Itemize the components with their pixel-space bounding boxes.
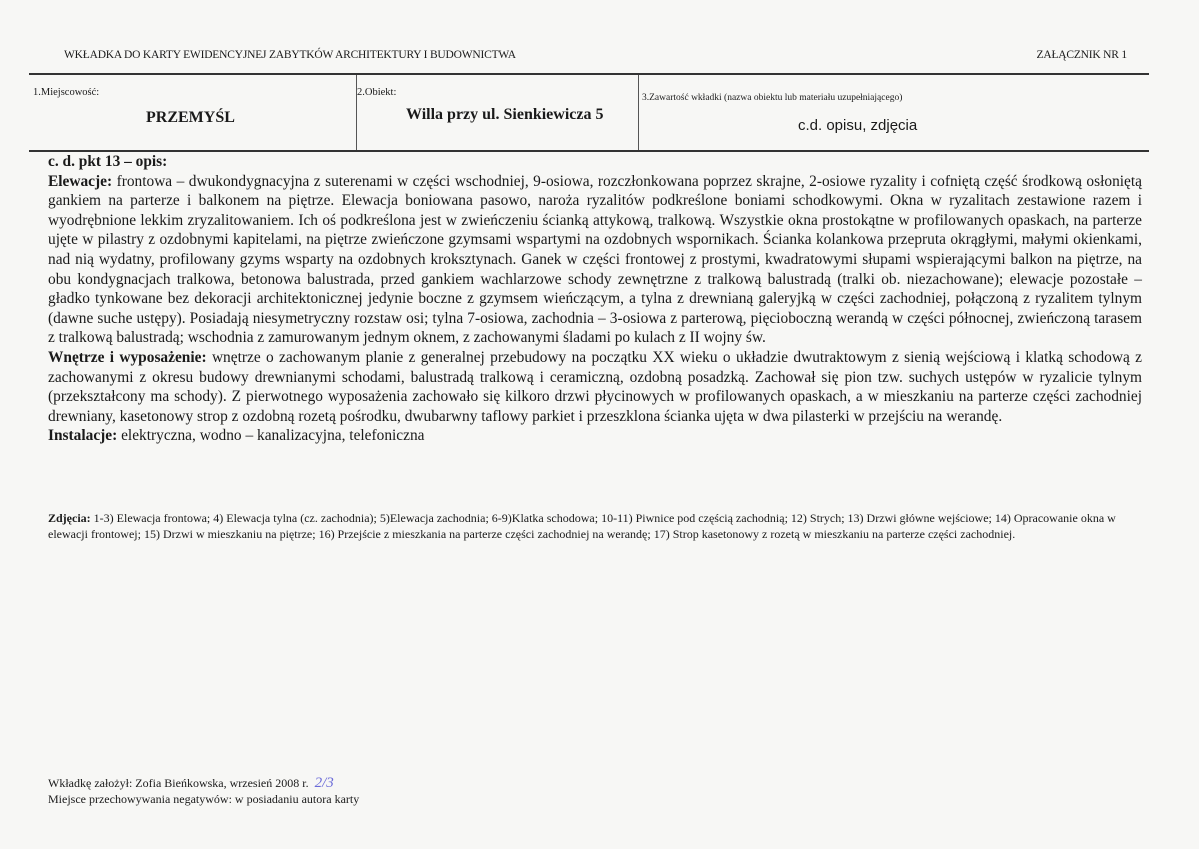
contents-value: c.d. opisu, zdjęcia <box>798 117 918 134</box>
facades-label: Elewacje: <box>48 172 113 190</box>
facades-text: frontowa – dwukondygnacyjna z suterenami w części wschodniej, 9-osiowa, rozczłonkowana poprzez skrajne, 2-osiowe ryzality i cofniętą część środkową osłoniętą gankiem na parterze i balkonem na piętrze. Elewacja boniowana pasowo, naroża ryzalitów podkreślone boniami schodkowymi. Okna w ryzalitach zestawione razem i wyodrębnione lekkim zryzalitowaniem. Ich oś podkreślona jest w zwieńczeniu ścianką attykową, tralkową. Wszystkie okna prostokątne w profilowanych opaskach, na parterze ujęte w pilastry z ozdobnymi kapitelami, na piętrze zwieńczone gzymsami wspartymi na ozdobnych wspornikach. Ścianka kolankowa przepruta okrągłymi, małymi okienkami, nad nią wydatny, profilowany gzyms wsparty na ozdobnych kroksztynach. Ganek w części frontowej z prostymi, kwadratowymi słupami wspierającymi balkon na piętrze, na obu kondygnacjach tralkowa, betonowa balustrada, przed gankiem wachlarzowe schody zewnętrzne z tralkową balustradą (tralki ob. niezachowane); elewacje pozostałe – gładko tynkowane bez dekoracji architektonicznej jedynie boczne z gzymsem wieńczącym, a tylna z drewnianą galeryjką w części zachodniej, połączoną z ryzalitem tylnym (dawne suche ustępy). Posiadają niesymetryczny rozstaw osi; tylna 7-osiowa, zachodnia – 3-osiowa z parterową, pięcioboczną werandą w części północnej, zwieńczoną tarasem z tralkową balustradą; wschodnia z zamurowanym jednym oknem, z zachowanymi śladami po kulach z II wojny św. <box>48 172 1142 347</box>
cell-locality <box>29 75 357 150</box>
interior-paragraph <box>48 348 1142 426</box>
handwritten-page-number: 2/3 <box>314 775 334 791</box>
form-title: WKŁADKA DO KARTY EWIDENCYJNEJ ZABYTKÓW ARCHITEKTURY I BUDOWNICTWA <box>64 49 516 61</box>
negatives-location: Miejsce przechowywania negatywów: w posiadaniu autora karty <box>48 792 360 806</box>
cell-object <box>356 75 639 150</box>
interior-text: wnętrze o zachowanym planie z generalnej przebudowy na początku XX wieku o układzie dwutraktowym z sienią wejściową i klatką schodową z zachowanymi z okresu budowy drewnianymi schodami, balustradą tralkową i ceramiczną, ozdobną posadzką. Zachował się pion tzw. suchych ustępów w ryzalicie tylnym (przekształcony ma schody). Z pierwotnego wyposażenia zachowało się kilkoro drzwi płycinowych w profilowanych opaskach, a w mieszkaniu na parterze części zachodniej drewniany, kasetonowy strop z ozdobną rozetą pośrodku, dwubarwny taflowy parkiet i przeszklona ścianka ujęta w dwa pilasterki w przejściu na werandę. <box>48 348 1143 425</box>
locality-value: PRZEMYŚL <box>146 109 235 126</box>
cell-contents <box>638 75 1149 150</box>
header-table <box>29 73 1149 152</box>
installations-paragraph <box>48 426 1142 446</box>
photos-text: 1-3) Elewacja frontowa; 4) Elewacja tylna (cz. zachodnia); 5)Elewacja zachodnia; 6-9)Klatka schodowa; 10-11) Piwnice pod częścią zachodnią; 12) Strych; 13) Drzwi główne wejściowe; 14) Opracowanie okna w elewacji frontowej; 15) Drzwi w mieszkaniu na piętrze; 16) Przejście z mieszkania na parterze części zachodniej na werandę; 17) Strop kasetonowy z rozetą w mieszkaniu na parterze części zachodniej. <box>48 511 1116 541</box>
photos-label: Zdjęcia: <box>48 511 91 525</box>
author-line: Wkładkę założył: Zofia Bieńkowska, wrzesień 2008 r. <box>48 776 309 790</box>
installations-label: Instalacje: <box>48 427 118 445</box>
facades-paragraph <box>48 172 1142 348</box>
footer <box>48 775 359 807</box>
object-value: Willa przy ul. Sienkiewicza 5 <box>406 106 604 123</box>
photos-list <box>48 510 1148 542</box>
attachment-number: ZAŁĄCZNIK NR 1 <box>1036 49 1127 61</box>
interior-label: Wnętrze i wyposażenie: <box>48 348 207 366</box>
object-label: 2.Obiekt: <box>357 87 397 98</box>
description-body <box>48 152 1142 446</box>
locality-label: 1.Miejscowość: <box>33 87 100 98</box>
installations-text: elektryczna, wodno – kanalizacyjna, telefoniczna <box>117 427 425 445</box>
contents-label: 3.Zawartość wkładki (nazwa obiektu lub materiału uzupełniającego) <box>642 93 903 103</box>
section-title: c. d. pkt 13 – opis: <box>48 153 168 170</box>
